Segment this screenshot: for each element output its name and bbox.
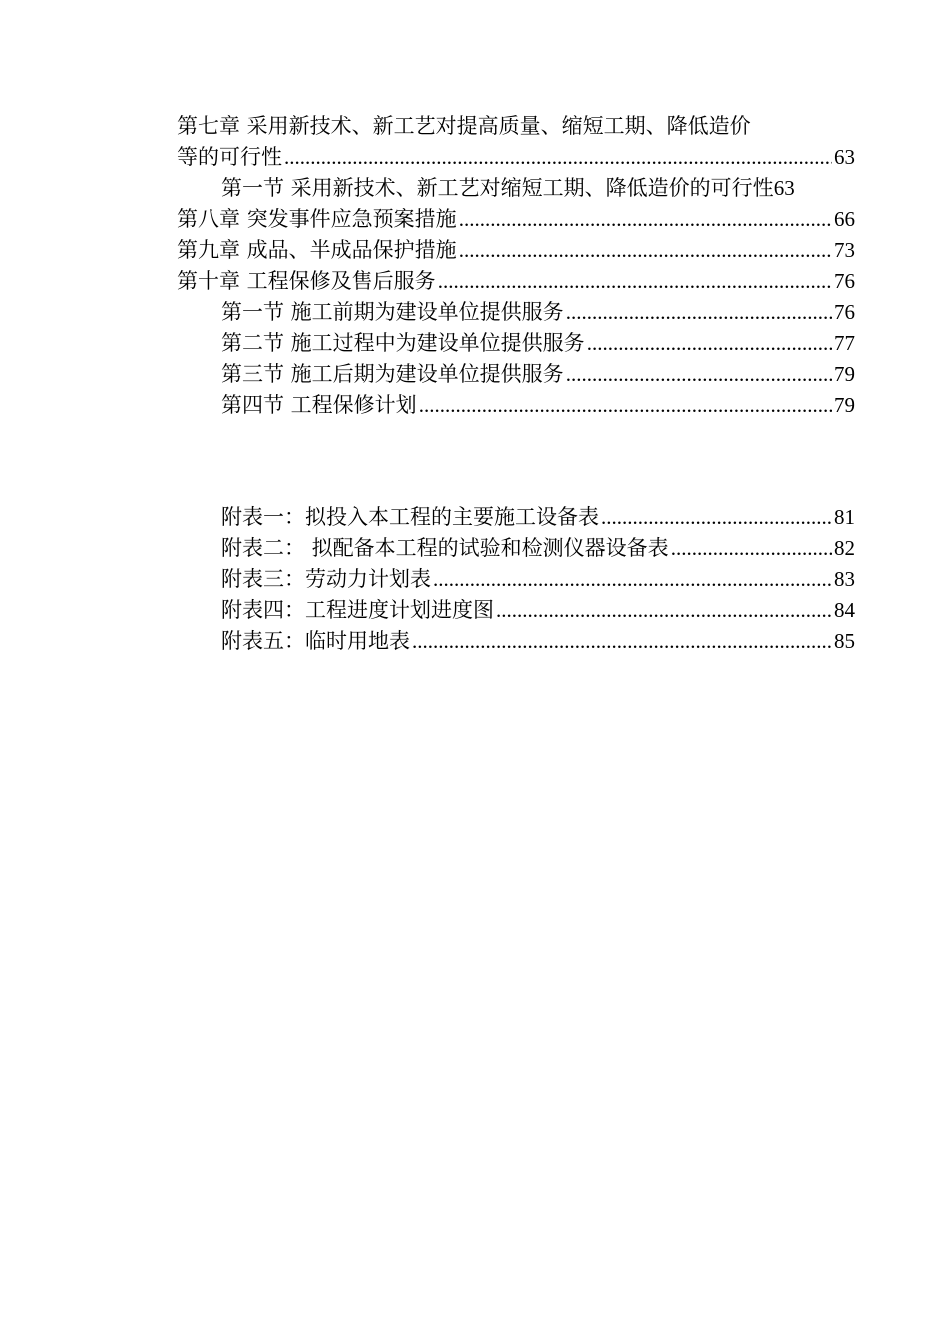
dot-leader [587,328,832,359]
toc-entry-title: 第一节 采用新技术、新工艺对缩短工期、降低造价的可行性 [221,176,774,200]
toc-entry-title: 附表五：临时用地表 [221,629,410,653]
page-number: 79 [834,362,855,386]
toc-entry-chapter-10-section-1[interactable] [177,297,855,328]
page-number: 84 [834,598,855,622]
dot-leader [459,235,832,266]
section-gap [177,421,855,502]
page-number: 73 [834,238,855,262]
page-number: 63 [773,176,795,200]
toc-entry-appendix-1[interactable] [177,502,855,533]
toc-entry-title: 附表三：劳动力计划表 [221,567,431,591]
toc-entry-title: 第十章 工程保修及售后服务 [177,269,436,293]
toc-entry-title: 第八章 突发事件应急预案措施 [177,207,457,231]
toc-entry-title: 第二节 施工过程中为建设单位提供服务 [221,331,585,355]
toc-entry-chapter-10-section-2[interactable] [177,328,855,359]
toc-entry-appendix-3[interactable] [177,564,855,595]
page-number: 83 [834,567,855,591]
dot-leader [601,502,832,533]
toc-entry-chapter-8[interactable] [177,204,855,235]
dot-leader [671,533,832,564]
toc-entry-appendix-4[interactable] [177,595,855,626]
toc-entry-title: 第四节 工程保修计划 [221,393,417,417]
dot-leader [496,595,832,626]
page-number: 81 [834,505,855,529]
page-number: 82 [834,536,855,560]
toc-entry-title: 第一节 施工前期为建设单位提供服务 [221,300,564,324]
page-number: 79 [834,393,855,417]
page-number: 76 [834,269,855,293]
toc-entry-appendix-2[interactable] [177,533,855,564]
dot-leader [284,142,832,173]
dot-leader [566,297,832,328]
toc-entry-title: 第九章 成品、半成品保护措施 [177,238,457,262]
toc-entry-chapter-7-section-1[interactable] [177,173,923,204]
dot-leader [433,564,832,595]
toc-entry-title-continued: 等的可行性 [177,145,282,169]
toc-entry-chapter-10-section-4[interactable] [177,390,855,421]
toc-entry-title: 附表二： 拟配备本工程的试验和检测仪器设备表 [221,536,669,560]
page-number: 76 [834,300,855,324]
dot-leader [566,359,832,390]
toc-entry-chapter-10-section-3[interactable] [177,359,855,390]
dot-leader [459,204,832,235]
page-number: 66 [834,207,855,231]
dot-leader [412,626,832,657]
dot-leader [438,266,832,297]
dot-leader [419,390,832,421]
page-number: 77 [834,331,855,355]
toc-entry-chapter-10[interactable] [177,266,855,297]
toc-entry-chapter-7[interactable] [177,111,855,173]
toc-entry-chapter-9[interactable] [177,235,855,266]
toc-entry-title: 第三节 施工后期为建设单位提供服务 [221,362,564,386]
toc-entry-title: 第七章 采用新技术、新工艺对提高质量、缩短工期、降低造价 [177,114,751,138]
toc-entry-title: 附表一：拟投入本工程的主要施工设备表 [221,505,599,529]
page-number: 63 [834,145,855,169]
table-of-contents [177,111,855,657]
toc-entry-appendix-5[interactable] [177,626,855,657]
toc-entry-title: 附表四：工程进度计划进度图 [221,598,494,622]
page-number: 85 [834,629,855,653]
